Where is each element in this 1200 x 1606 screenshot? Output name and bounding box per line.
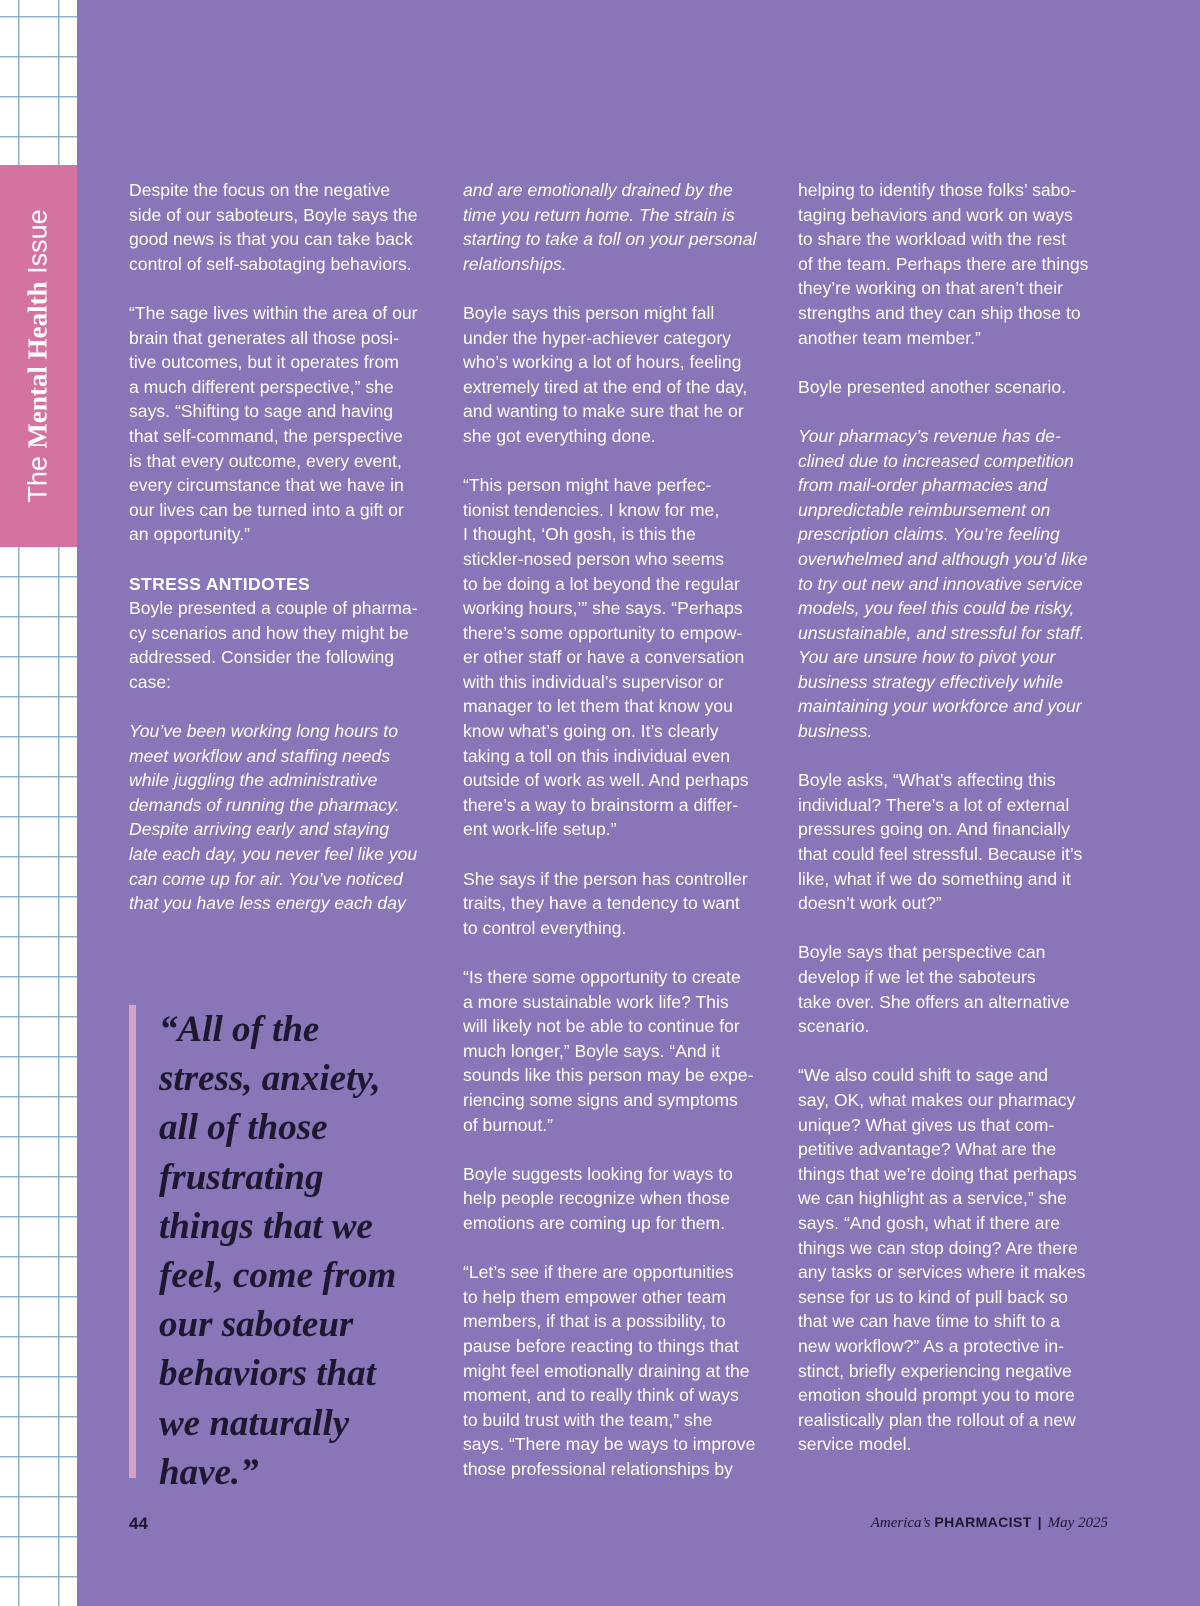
paragraph: She says if the person has controller traits, they have a tendency to want to control everything.: [463, 868, 748, 938]
paragraph: Despite the focus on the negative side of our saboteurs, Boyle says the good news is that you can take back control of self-sabotaging behaviors.: [129, 180, 418, 274]
article-column-3: [798, 178, 1114, 1481]
paragraph: Boyle says that perspective can develop if we let the saboteurs take over. She offers an alternative scenario.: [798, 942, 1070, 1037]
issue-tab-suffix: Issue: [22, 209, 53, 282]
paragraph: Boyle asks, “What’s affecting this individual? There’s a lot of external pressures going on. And financially that could feel stressful. Because it’s like, what if we do something and it doesn’t work out?”: [798, 770, 1083, 914]
issue-tab-bold: Mental Health: [22, 281, 53, 449]
paragraph: Boyle suggests looking for ways to help people recognize when those emotions are coming up for them.: [463, 1163, 733, 1233]
scenario-paragraph: Your pharmacy’s revenue has de- clined due to increased competition from mail-order pharmacies and unpredictable reimbursement on prescription claims. You’re feeling overwhelmed and although you’d like to try out new and innovative service models, you feel this could be risky, unsustainable, and stressful for staff. You are unsure how to pivot your business strategy effectively while maintaining your workforce and your business.: [798, 425, 1088, 742]
footer-separator: |: [1037, 1514, 1042, 1530]
magazine-prefix: America’s: [870, 1515, 931, 1531]
article-column-2: [463, 178, 779, 1506]
issue-date: May 2025: [1047, 1515, 1108, 1531]
paragraph: “Is there some opportunity to create a more sustainable work life? This will likely not be able to continue for much longer,” Boyle says. “And it sounds like this person may be expe- riencing some signs and symptoms of burnout.”: [463, 967, 754, 1135]
article-column-1: [129, 178, 445, 940]
paragraph: Boyle says this person might fall under the hyper-achiever category who’s working a lot of hours, feeling extremely tired at the end of the day, and wanting to make sure that he or she got everything done.: [463, 302, 748, 446]
section-heading: STRESS ANTIDOTES: [129, 573, 311, 594]
issue-tab-prefix: The: [22, 448, 53, 503]
page-number: 44: [129, 1514, 148, 1533]
scenario-paragraph: and are emotionally drained by the time you return home. The strain is starting to take a toll on your personal relationships.: [463, 180, 757, 274]
paragraph: “Let’s see if there are opportunities to help them empower other team members, if that is a possibility, to pause before reacting to things that might feel emotionally draining at the moment, and to really think of ways to build trust with the team,” she says. “There may be ways to improve those professional relationships by: [463, 1262, 756, 1479]
paragraph: Boyle presented another scenario.: [798, 376, 1066, 397]
magazine-name: PHARMACIST: [934, 1514, 1032, 1530]
paragraph: “The sage lives within the area of our brain that generates all those posi- tive outcomes, but it operates from a much different perspective,” she says. “Shifting to sage and having that self-command, the perspective is that every outcome, every event, every circumstance that we have in our lives can be turned into a gift or an opportunity.”: [129, 302, 418, 545]
paragraph: Boyle presented a couple of pharma- cy scenarios and how they might be addressed. Consider the following case:: [129, 598, 418, 692]
paragraph: helping to identify those folks’ sabo- taging behaviors and work on ways to share the workload with the rest of the team. Perhaps there are things they’re working on that aren’t their strengths and they can ship those to another team member.”: [798, 180, 1089, 348]
paragraph: “This person might have perfec- tionist tendencies. I know for me, I thought, ‘Oh gosh, is this the stickler-nosed person who seems to be doing a lot beyond the regular working hours,’” she says. “Perhaps there’s some opportunity to empow- er other staff or have a conversation with this individual’s supervisor or manager to let them that know you know what’s going on. It’s clearly taking a toll on this individual even outside of work as well. And perhaps there’s a way to brainstorm a differ- ent work-life setup.”: [463, 475, 749, 840]
pull-quote-text: “All of the stress, anxiety, all of those frustrating things that we feel, come from our saboteur behaviors that we naturally have.”: [159, 1009, 397, 1493]
scenario-paragraph: You’ve been working long hours to meet workflow and staffing needs while juggling the administrative demands of running the pharmacy. Despite arriving early and staying late each day, you never feel like you can come up for air. You’ve noticed that you have less energy each day: [129, 721, 418, 914]
pull-quote: [129, 1005, 449, 1493]
paragraph: “We also could shift to sage and say, OK, what makes our pharmacy unique? What gives us that com- petitive advantage? What are the things that we’re doing that perhaps we can highlight as a service,” she says. “And gosh, what if there are things we can stop doing? Are there any tasks or services where it makes sense for us to kind of pull back so that we can have time to shift to a new workflow?” As a protective in- stinct, briefly experiencing negative emotion should prompt you to more realistically plan the rollout of a new service model.: [798, 1065, 1086, 1455]
footer-masthead: [871, 1514, 1108, 1532]
issue-tab-label: [23, 209, 54, 502]
